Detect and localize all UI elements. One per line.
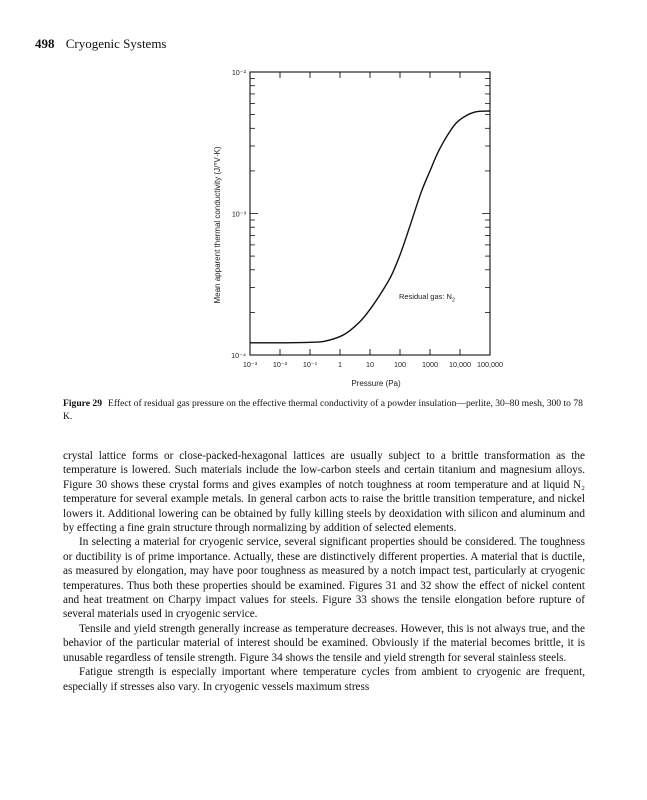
- y-tick-label: 10⁻²: [231, 68, 246, 77]
- y-tick-label: 10⁻³: [231, 209, 246, 219]
- body-text: [63, 449, 585, 694]
- x-tick-label: 10,000: [449, 360, 471, 369]
- y-axis-label: Mean apparent thermal conductivity (J/°V·K): [213, 146, 222, 304]
- residual-gas-annotation: [399, 292, 455, 304]
- paragraph: Fatigue strength is especially important where temperature cycles from ambient to cryogenic are frequent, especially if stresses also vary. In cryogenic vessels maximum stress: [63, 666, 585, 693]
- x-tick-label: 1: [338, 360, 342, 369]
- plot-border: [250, 72, 490, 355]
- figure-caption: [63, 398, 585, 423]
- x-tick-label: 10⁻¹: [302, 360, 318, 369]
- paragraph: In selecting a material for cryogenic service, several significant properties should be considered. The toughness or ductibility is of prime importance. Actually, these are distinctively different properties. A material that is ductile, as measured by elongation, may have poor toughness as measured by a notch impact test, particularly at cryogenic temperatures. Thus both these properties should be examined. Figures 31 and 32 show the effect of nickel content and heat treatment on Charpy impact values for steels. Figure 33 shows the tensile elongation before rupture of several materials used in cryogenic service.: [63, 536, 585, 621]
- x-tick-label: 100,000: [477, 360, 503, 369]
- x-axis-label: Pressure (Pa): [351, 379, 401, 388]
- page-number: 498: [35, 36, 55, 51]
- y-tick-labels: [231, 68, 246, 360]
- caption-text: Effect of residual gas pressure on the effective thermal conductivity of a powder insulation—perlite, 30–80 mesh, 300 to 78 K.: [63, 398, 583, 422]
- figure-29-chart: [200, 60, 520, 390]
- series-line-n2: [250, 111, 490, 343]
- x-tick-label: 1000: [422, 360, 438, 369]
- y-tick-label: 10⁻⁴: [231, 351, 246, 360]
- plot-frame: [250, 72, 490, 355]
- x-tick-labels: [243, 360, 503, 369]
- axis-ticks: [250, 72, 490, 355]
- x-tick-label: 10⁻²: [272, 360, 288, 369]
- running-header: [35, 36, 167, 52]
- figure-label: Figure 29: [63, 398, 102, 409]
- x-tick-label: 100: [394, 360, 406, 369]
- x-tick-label: 10⁻³: [242, 360, 258, 369]
- data-series: [250, 111, 490, 343]
- annotation-text: Residual gas: N: [399, 292, 452, 301]
- paragraph: crystal lattice forms or close-packed-hexagonal lattices are usually subject to a brittle transformation as the temperature is lowered. Such materials include the low-carbon steels and certain titanium and magnesium alloys. Figure 30 shows these crystal forms and gives examples of notch toughness at room temperature and at liquid N₂ temperature for several example metals. In general carbon acts to raise the brittle transition temperature, and nickel lowers it. Additional lowering can be obtained by fully killing steels by deoxidation with silicon and aluminum and by effecting a fine grain structure through normalizing by addition of selected elements.: [63, 450, 585, 535]
- annotation-subscript: 2: [451, 297, 456, 304]
- running-title: Cryogenic Systems: [65, 36, 167, 51]
- x-tick-label: 10: [366, 360, 374, 369]
- paragraph: Tensile and yield strength generally increase as temperature decreases. However, this is not always true, and the behavior of the particular material of interest should be examined. Obviously if the material becomes brittle, it is unusable regardless of tensile strength. Figure 34 shows the tensile and yield strength for several stainless steels.: [63, 622, 585, 664]
